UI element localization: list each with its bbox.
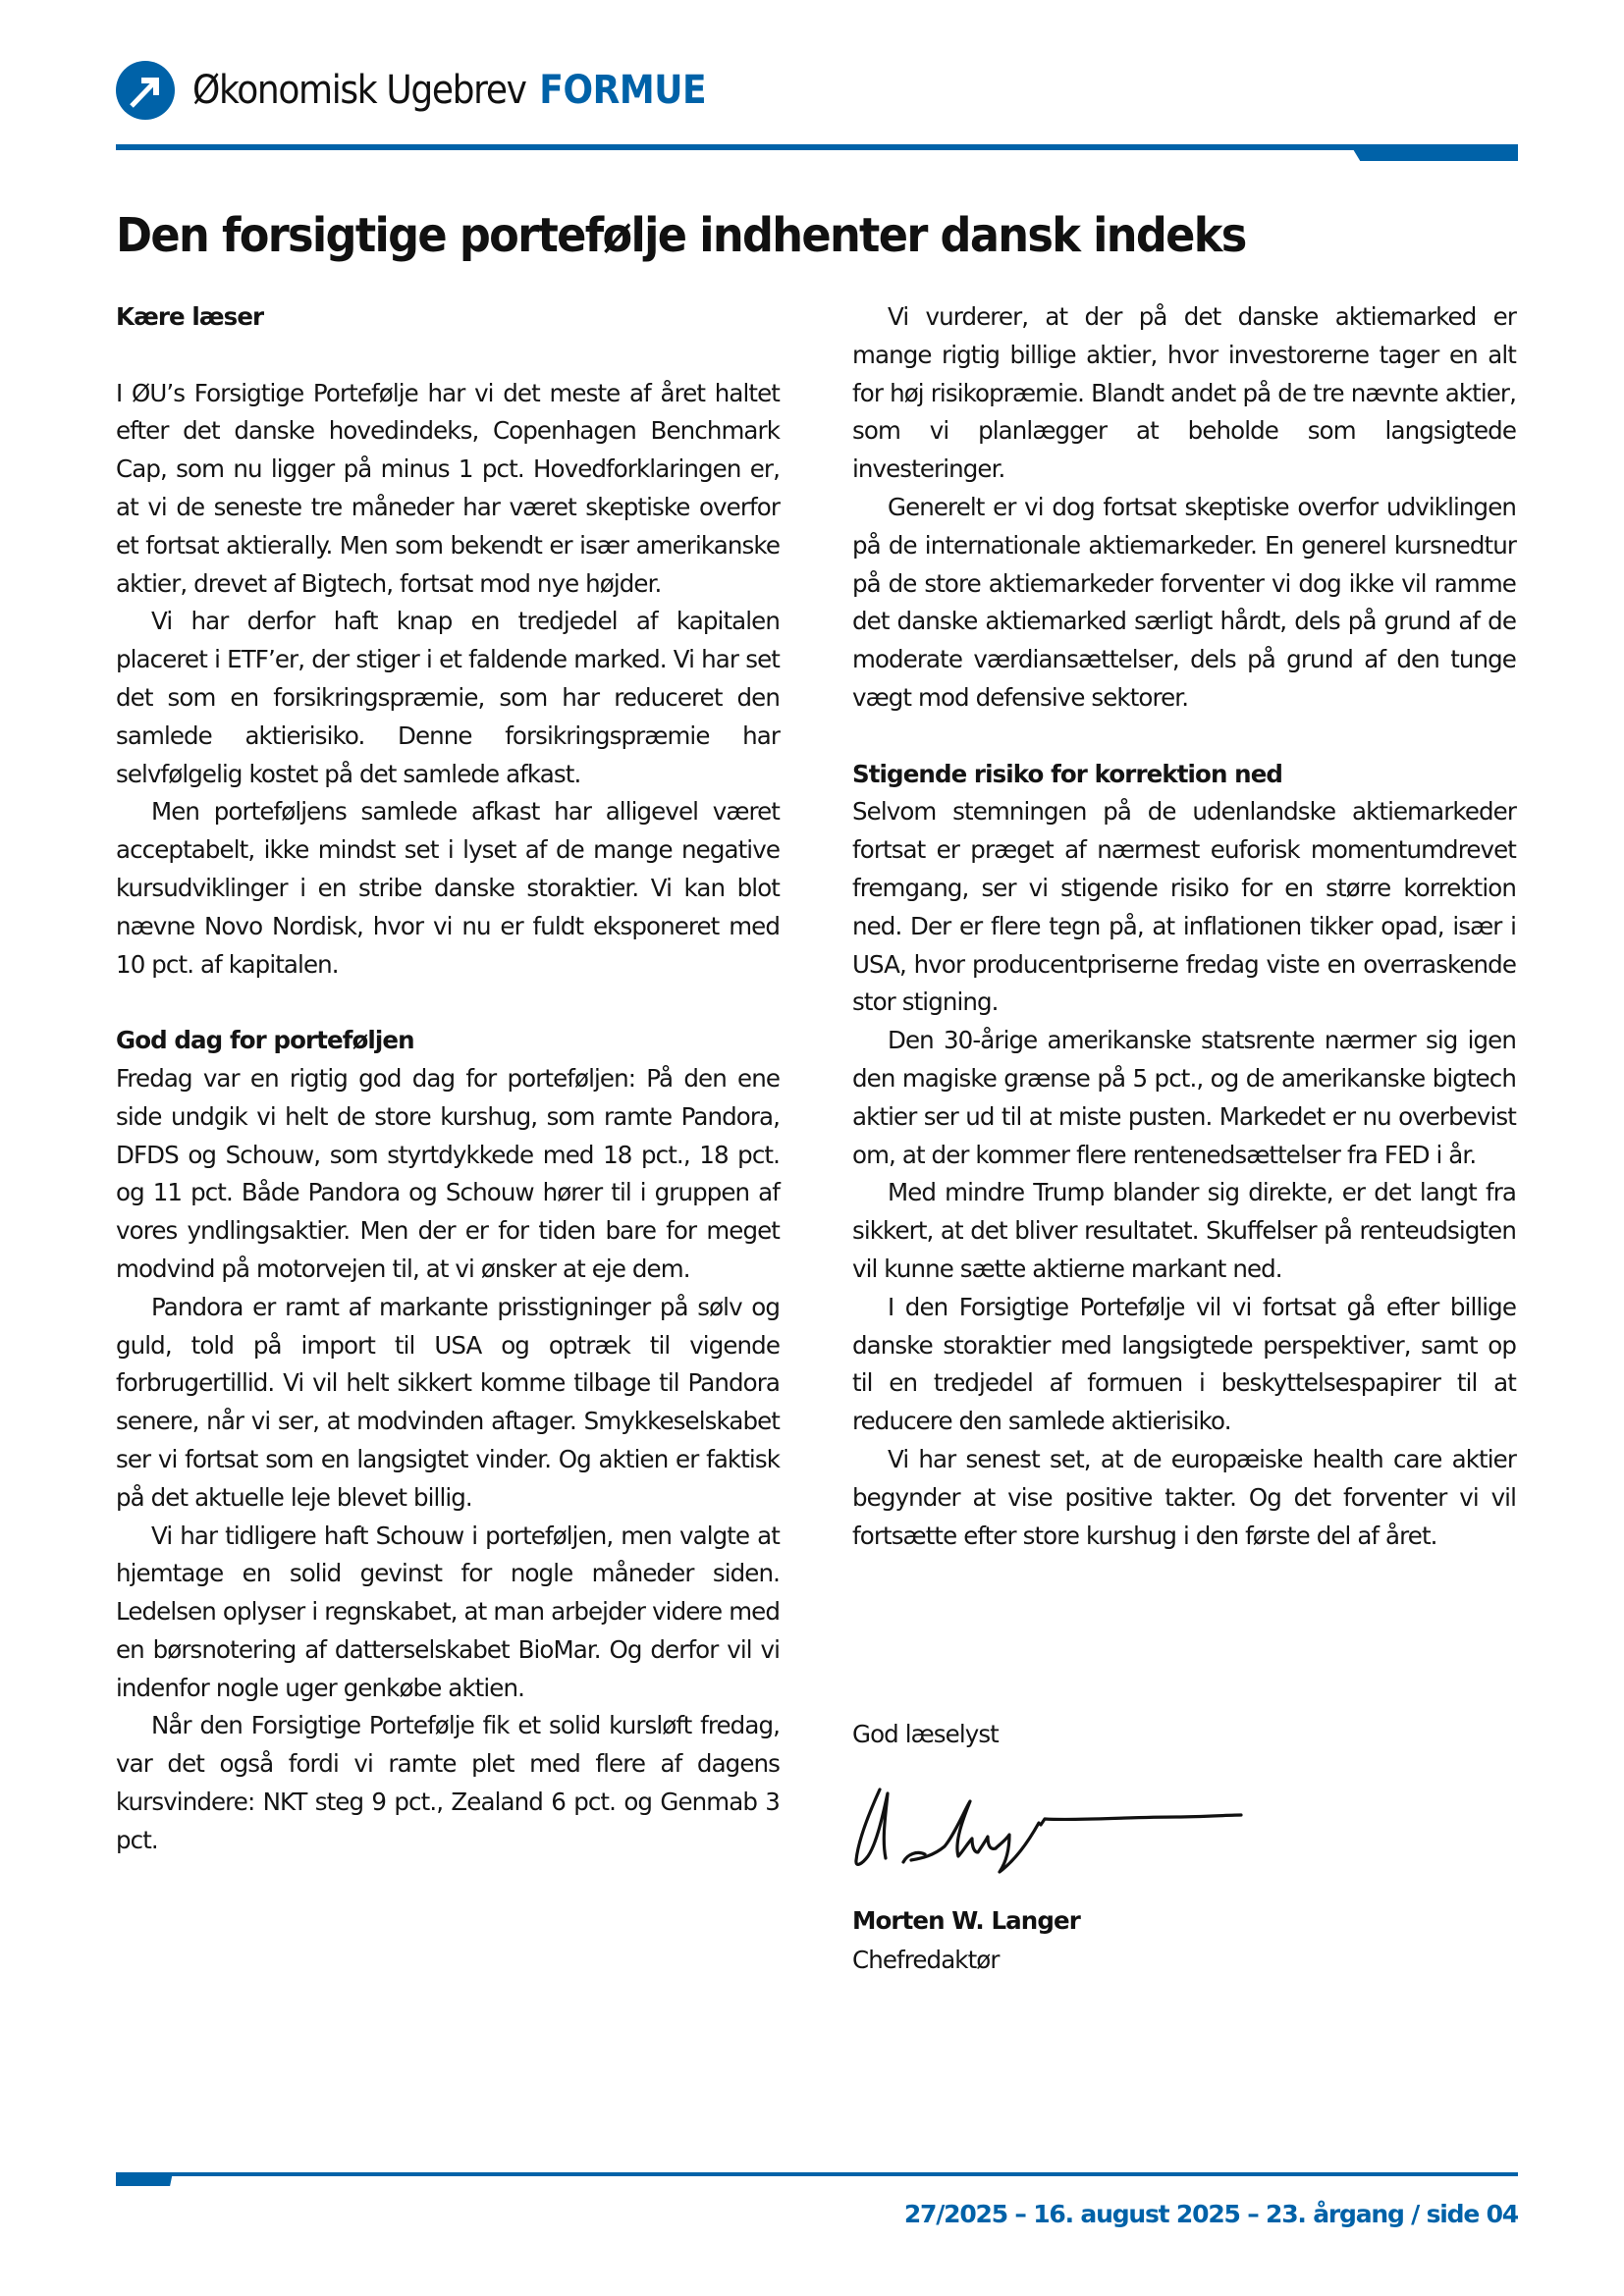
paragraph: Vi har tidligere haft Schouw i porteføljen, men valgte at hjemtage en solid gevinst for nogle måneder siden. Ledelsen oplyser i regnskabet, at man arbejder videre med en børsnotering af datterselskabet BioMar. Og derfor vil vi indenfor nogle uger genkøbe aktien. [116,1521,780,1702]
header-rule [116,144,1518,150]
brand-subtitle: FORMUE [539,68,707,113]
paragraph: Med mindre Trump blander sig direkte, er det langt fra sikkert, at det bliver resultatet. Skuffelser på renteudsigten vil kunne sætte aktierne markant ned. [852,1178,1516,1283]
signature-image [852,1782,1265,1880]
masthead [116,61,763,120]
issue-info: 27/2025 – 16. august 2025 – 23. årgang / side 04 [903,2200,1518,2228]
paragraph: Vi har senest set, at de europæiske health care aktier begynder at vise positive takter. Og det forventer vi vil fortsætte efter store kurshug i den første del af året. [852,1444,1516,1550]
section-heading: God dag for porteføljen [116,1026,414,1055]
brand-name [192,68,706,113]
article-column-left [116,298,780,1860]
salutation: Kære læser [116,302,264,331]
paragraph: Den 30-årige amerikanske statsrente nærmer sig igen den magiske grænse på 5 pct., og de amerikanske bigtech aktier ser ud til at miste pusten. Markedet er nu overbevist om, at der kommer flere rentenedsættelser fra FED i år. [852,1026,1516,1169]
paragraph: I ØU’s Forsigtige Portefølje har vi det meste af året haltet efter det danske hovedindeks, Copenhagen Benchmark Cap, som nu ligger på minus 1 pct. Hovedforklaringen er, at vi de seneste tre måneder har været skeptiske overfor et fortsat aktierally. Men som bekendt er især amerikanske aktier, drevet af Bigtech, fortsat mod nye højder. [116,378,780,598]
paragraph: Selvom stemningen på de udenlandske aktiemarkeder fortsat er præget af nærmest euforisk momentumdrevet fremgang, ser vi stigende risiko for en større korrektion ned. Der er flere tegn på, at inflationen tikker opad, især i USA, hvor producentpriserne fredag viste en overraskende stor stigning. [852,797,1516,1017]
section-heading: Stigende risiko for korrektion ned [852,759,1283,788]
spacer [116,337,780,375]
spacer [852,718,1516,756]
arrow-up-right-circle-icon [116,61,175,120]
author-name: Morten W. Langer [852,1906,1080,1935]
paragraph: Vi vurderer, at der på det danske aktiemarked er mange rigtig billige aktier, hvor investorerne tager en alt for høj risikopræmie. Blandt andet på de tre nævnte aktier, som vi planlægger at beholde som langsigtede investeringer. [852,302,1516,484]
footer-rule-tab [116,2172,173,2186]
author-title: Chefredaktør [852,1946,1000,1974]
paragraph: Pandora er ramt af markante prisstigninger på sølv og guld, told på import til USA og optræk til vigende forbrugertillid. Vi vil helt sikkert komme tilbage til Pandora senere, når vi ser, at modvinden aftager. Smykkeselskabet ser vi fortsat som en langsigtet vinder. Og aktien er faktisk på det aktuelle leje blevet billig. [116,1292,780,1512]
page-title: Den forsigtige portefølje indhenter dansk indeks [116,208,1246,263]
brand-title: Økonomisk Ugebrev [192,68,526,113]
spacer [116,984,780,1022]
paragraph: Generelt er vi dog fortsat skeptiske overfor udviklingen på de internationale aktiemarkeder. En generel kursnedtur på de store aktiemarkeder forventer vi dog ikke vil ramme det danske aktiemarked særligt hårdt, dels på grund af de moderate værdiansættelser, dels på grund af den tunge vægt mod defensive sektorer. [852,492,1516,712]
header-rule-tab [1350,144,1518,161]
signoff: God læselyst [852,1720,999,1748]
paragraph: I den Forsigtige Portefølje vil vi fortsat gå efter billige danske storaktier med langsigtede perspektiver, samt op til en tredjedel af formuen i beskyttelsespapirer til at reducere den samlede aktierisiko. [852,1292,1516,1436]
paragraph: Vi har derfor haft knap en tredjedel af kapitalen placeret i ETF’er, der stiger i et faldende marked. Vi har set det som en forsikringspræmie, som har reduceret den samlede aktierisiko. Denne forsikringspræmie har selvfølgelig kostet på det samlede afkast. [116,607,780,788]
paragraph: Fredag var en rigtig god dag for porteføljen: På den ene side undgik vi helt de store kurshug, som ramte Pandora, DFDS og Schouw, som styrtdykkede med 18 pct., 18 pct. og 11 pct. Både Pandora og Schouw hører til i gruppen af vores yndlingsaktier. Men der er for tiden bare for meget modvind på motorvejen til, at vi ønsker at eje dem. [116,1063,780,1283]
paragraph: Men porteføljens samlede afkast har alligevel været acceptabelt, ikke mindst set i lyset af de mange negative kursudviklinger i en stribe danske storaktier. Vi kan blot nævne Novo Nordisk, hvor vi nu er fuldt eksponeret med 10 pct. af kapitalen. [116,797,780,979]
paragraph: Når den Forsigtige Portefølje fik et solid kursløft fredag, var det også fordi vi ramte plet med flere af dagens kursvindere: NKT steg 9 pct., Zealand 6 pct. og Genmab 3 pct. [116,1711,780,1854]
article-column-right [852,298,1516,1555]
footer-rule [116,2172,1518,2176]
